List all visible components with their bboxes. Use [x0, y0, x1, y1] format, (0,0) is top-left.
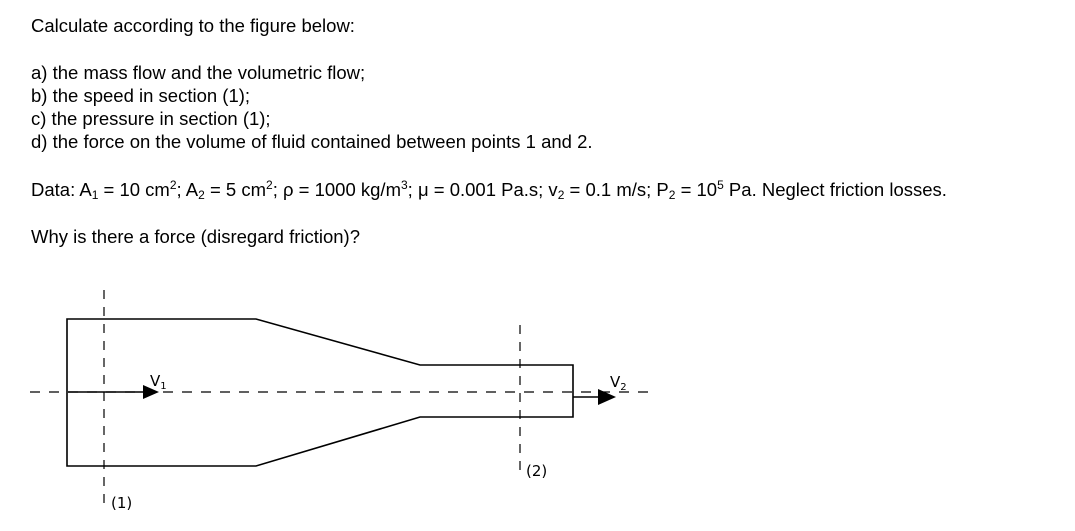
section-1-label: (1) [111, 494, 133, 512]
question-c: c) the pressure in section (1); [31, 108, 271, 129]
pipe-diagram [0, 270, 700, 531]
v1-label: $V_1$ [150, 372, 167, 392]
section-2-label: (2) [526, 462, 548, 480]
velocity-1-arrow [68, 385, 159, 399]
intro-text: Calculate according to the figure below: [31, 15, 355, 36]
question-d: d) the force on the volume of fluid contained between points 1 and 2. [31, 131, 593, 152]
question-a: a) the mass flow and the volumetric flow; [31, 62, 366, 83]
question-b: b) the speed in section (1); [31, 85, 251, 106]
why-question: Why is there a force (disregard friction)? [31, 226, 361, 247]
v2-label: $V_2$ [610, 373, 627, 393]
data-line: Data: $A_1 = 10$ $cm^2$; $A_2 = 5$ $cm^2$; ρ = 1000 $kg/m^3$; μ = 0.001 Pa.s; $v_2 = 0.1$ m/s; $P_2 = 10^5$ Pa. Neglect friction losses. [31, 178, 947, 202]
